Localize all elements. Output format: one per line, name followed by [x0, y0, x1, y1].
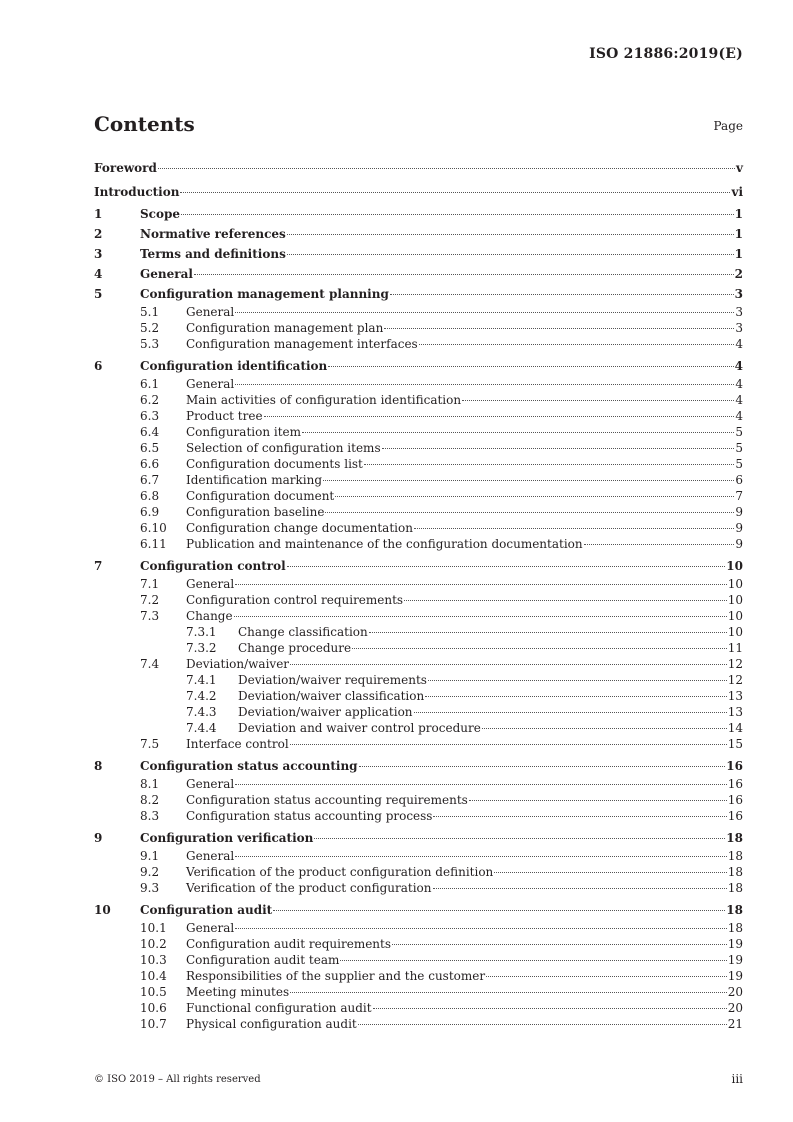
- toc-entry-number: 8.2: [140, 793, 160, 807]
- toc-entry-number: 6.1: [140, 377, 160, 391]
- toc-entry-page: 1: [734, 207, 743, 221]
- dot-leader: [482, 728, 727, 729]
- toc-entry-number: 5.1: [140, 305, 160, 319]
- toc-entry-number: 3: [94, 247, 103, 261]
- toc-entry[interactable]: [94, 672, 743, 688]
- toc-entry-title: Configuration baseline: [186, 505, 325, 519]
- toc-entry[interactable]: [94, 900, 743, 920]
- toc-entry-page: 3: [734, 287, 743, 301]
- toc-entry-title: Deviation/waiver requirements: [238, 673, 427, 687]
- dot-leader: [290, 744, 727, 745]
- toc-entry-page: 4: [735, 337, 743, 351]
- dot-leader: [382, 448, 735, 449]
- contents-title: Contents: [94, 112, 195, 136]
- dot-leader: [414, 528, 734, 529]
- toc-entry-title: Verification of the product configuration: [186, 881, 432, 895]
- dot-leader: [264, 416, 735, 417]
- toc-entry-title: Configuration management interfaces: [186, 337, 418, 351]
- dot-leader: [428, 680, 727, 681]
- toc-entry[interactable]: [94, 204, 743, 224]
- toc-entry[interactable]: [94, 556, 743, 576]
- toc-entry-number: 7.2: [140, 593, 160, 607]
- toc-entry-number: 6.4: [140, 425, 160, 439]
- toc-entry-page: 14: [727, 721, 743, 735]
- dot-leader: [433, 888, 727, 889]
- dot-leader: [359, 766, 726, 767]
- toc-entry[interactable]: [94, 704, 743, 720]
- dot-leader: [419, 344, 735, 345]
- toc-entry[interactable]: [94, 776, 743, 792]
- toc-entry-page: 18: [727, 849, 743, 863]
- dot-leader: [235, 784, 726, 785]
- toc-entry-number: 9.3: [140, 881, 160, 895]
- toc-entry-title: Change procedure: [238, 641, 352, 655]
- toc-entry-title: Scope: [140, 207, 181, 221]
- toc-entry[interactable]: [94, 1000, 743, 1016]
- toc-entry-number: 10.2: [140, 937, 167, 951]
- toc-entry-number: 4: [94, 267, 103, 281]
- dot-leader: [433, 816, 726, 817]
- toc-entry[interactable]: [94, 304, 743, 320]
- toc-entry-title: Configuration document: [186, 489, 335, 503]
- toc-entry[interactable]: [94, 244, 743, 264]
- dot-leader: [180, 192, 730, 193]
- standard-id: ISO 21886:2019(E): [589, 46, 743, 62]
- toc-entry-number: 10.3: [140, 953, 167, 967]
- toc-entry-title: Deviation/waiver classification: [238, 689, 425, 703]
- toc-entry-title: Configuration change documentation: [186, 521, 413, 535]
- toc-entry-number: 6.7: [140, 473, 160, 487]
- toc-entry[interactable]: [94, 968, 743, 984]
- toc-entry-number: 10.1: [140, 921, 167, 935]
- dot-leader: [287, 254, 734, 255]
- toc-entry[interactable]: [94, 408, 743, 424]
- toc-entry[interactable]: [94, 376, 743, 392]
- toc-entry-page: 18: [727, 881, 743, 895]
- toc-entry-page: 16: [727, 809, 743, 823]
- toc-entry-number: 8: [94, 759, 103, 773]
- toc-entry-page: 20: [727, 1001, 743, 1015]
- dot-leader: [158, 168, 735, 169]
- toc-entry-number: 9.1: [140, 849, 160, 863]
- toc-entry-title: Verification of the product configuration definition: [186, 865, 494, 879]
- toc-entry-title: General: [186, 305, 235, 319]
- toc-entry-title: Configuration management plan: [186, 321, 384, 335]
- toc-entry-title: Deviation and waiver control procedure: [238, 721, 481, 735]
- dot-leader: [486, 976, 727, 977]
- toc-entry[interactable]: [94, 920, 743, 936]
- toc-entry[interactable]: [94, 456, 743, 472]
- toc-entry[interactable]: [94, 181, 743, 205]
- toc-entry-page: 12: [727, 673, 743, 687]
- toc-entry[interactable]: [94, 720, 743, 736]
- toc-entry-title: Configuration management planning: [140, 287, 389, 301]
- toc-entry-title: Selection of configuration items: [186, 441, 381, 455]
- toc-entry-page: vi: [731, 184, 743, 199]
- toc-entry-page: 15: [727, 737, 743, 751]
- toc-entry-number: 7.4.1: [186, 673, 217, 687]
- dot-leader: [364, 464, 734, 465]
- toc-entry-title: General: [186, 849, 235, 863]
- toc-entry-page: 5: [735, 425, 743, 439]
- toc-entry[interactable]: [94, 440, 743, 456]
- toc-entry-page: 16: [727, 777, 743, 791]
- toc-entry-number: 6.11: [140, 537, 167, 551]
- toc-entry[interactable]: [94, 864, 743, 880]
- toc-entry-number: 7.3: [140, 609, 160, 623]
- toc-entry-title: Product tree: [186, 409, 263, 423]
- toc-entry-number: 7.5: [140, 737, 160, 751]
- toc-entry-page: 19: [727, 937, 743, 951]
- toc-entry-page: v: [736, 161, 743, 175]
- toc-entry-page: 4: [735, 393, 743, 407]
- dot-leader: [235, 928, 726, 929]
- toc-entry-title: Deviation/waiver: [186, 657, 290, 671]
- toc-entry-page: 9: [735, 521, 743, 535]
- dot-leader: [287, 234, 734, 235]
- toc-entry-number: 7.4.3: [186, 705, 217, 719]
- toc-entry-number: 10.5: [140, 985, 167, 999]
- toc-entry-number: 7.4.2: [186, 689, 217, 703]
- toc-entry-title: Terms and definitions: [140, 247, 286, 261]
- toc-entry[interactable]: [94, 792, 743, 808]
- toc-entry-number: 8.1: [140, 777, 160, 791]
- toc-entry[interactable]: [94, 880, 743, 896]
- toc-entry-page: 1: [734, 247, 743, 261]
- toc-entry-number: 6.10: [140, 521, 167, 535]
- dot-leader: [234, 616, 727, 617]
- toc-entry-number: 7.4.4: [186, 721, 217, 735]
- toc-entry-number: 9: [94, 831, 103, 845]
- toc-entry[interactable]: [94, 736, 743, 752]
- toc-entry-title: General: [186, 377, 235, 391]
- dot-leader: [414, 712, 727, 713]
- dot-leader: [302, 432, 734, 433]
- toc-entry-page: 12: [727, 657, 743, 671]
- toc-entry-number: 8.3: [140, 809, 160, 823]
- toc-entry-page: 5: [735, 457, 743, 471]
- toc-entry-page: 10: [727, 609, 743, 623]
- toc-entry-title: General: [186, 777, 235, 791]
- toc-entry-page: 16: [726, 759, 743, 773]
- toc-entry-page: 9: [735, 505, 743, 519]
- toc-entry-title: Configuration control requirements: [186, 593, 404, 607]
- dot-leader: [287, 566, 726, 567]
- toc-entry-number: 7.3.2: [186, 641, 217, 655]
- toc-entry-number: 9.2: [140, 865, 160, 879]
- toc-entry-number: 6.8: [140, 489, 160, 503]
- dot-leader: [390, 294, 734, 295]
- toc-entry-number: 5.3: [140, 337, 160, 351]
- toc-entry-page: 4: [735, 409, 743, 423]
- dot-leader: [404, 600, 727, 601]
- dot-leader: [235, 384, 734, 385]
- toc-entry-title: Configuration status accounting requirements: [186, 793, 468, 807]
- footer-page-number: iii: [731, 1072, 743, 1086]
- toc-entry-title: Configuration status accounting: [140, 759, 358, 773]
- toc-entry[interactable]: [94, 264, 743, 284]
- dot-leader: [290, 664, 727, 665]
- toc-entry-page: 2: [734, 267, 743, 281]
- toc-entry-number: 1: [94, 207, 103, 221]
- toc-entry-page: 4: [734, 359, 743, 373]
- toc-entry[interactable]: [94, 504, 743, 520]
- toc-entry-page: 1: [734, 227, 743, 241]
- toc-entry-number: 6.9: [140, 505, 160, 519]
- toc-entry-title: Meeting minutes: [186, 985, 290, 999]
- dot-leader: [425, 696, 727, 697]
- toc-entry-page: 16: [727, 793, 743, 807]
- toc-entry[interactable]: [94, 576, 743, 592]
- toc-entry-number: 10.6: [140, 1001, 167, 1015]
- toc-entry[interactable]: [94, 608, 743, 624]
- toc-entry-title: General: [186, 577, 235, 591]
- toc-entry[interactable]: [94, 936, 743, 952]
- toc-entry-page: 18: [726, 903, 743, 917]
- dot-leader: [335, 496, 734, 497]
- toc-entry-number: 2: [94, 227, 103, 241]
- toc-entry-number: 6.5: [140, 441, 160, 455]
- toc-entry-number: 6.2: [140, 393, 160, 407]
- dot-leader: [352, 648, 727, 649]
- toc-entry[interactable]: [94, 488, 743, 504]
- toc-entry-title: Configuration status accounting process: [186, 809, 433, 823]
- dot-leader: [235, 856, 726, 857]
- toc-entry[interactable]: [94, 320, 743, 336]
- toc-entry-page: 5: [735, 441, 743, 455]
- toc-entry-number: 10: [94, 903, 111, 917]
- toc-entry[interactable]: [94, 656, 743, 672]
- toc-entry[interactable]: [94, 472, 743, 488]
- dot-leader: [462, 400, 734, 401]
- toc-entry-page: 11: [727, 641, 743, 655]
- toc-entry-title: Publication and maintenance of the configuration documentation: [186, 537, 583, 551]
- toc-entry-page: 3: [735, 305, 743, 319]
- toc-entry-number: 7: [94, 559, 103, 573]
- footer-copyright: © ISO 2019 – All rights reserved: [94, 1074, 261, 1085]
- dot-leader: [290, 992, 727, 993]
- toc-entry[interactable]: [94, 1016, 743, 1032]
- toc-entry-title: Configuration audit team: [186, 953, 340, 967]
- toc-entry-title: General: [140, 267, 193, 281]
- toc-entry-title: Configuration identification: [140, 359, 328, 373]
- toc-entry-page: 6: [735, 473, 743, 487]
- toc-entry-number: 7.4: [140, 657, 160, 671]
- toc-entry[interactable]: [94, 356, 743, 376]
- dot-leader: [373, 1008, 727, 1009]
- toc-entry[interactable]: [94, 284, 743, 304]
- toc-entry[interactable]: [94, 808, 743, 824]
- toc-entry-title: Main activities of configuration identification: [186, 393, 462, 407]
- toc-entry-page: 10: [727, 625, 743, 639]
- toc-entry[interactable]: [94, 224, 743, 244]
- toc-entry[interactable]: [94, 592, 743, 608]
- toc-entry-page: 13: [727, 705, 743, 719]
- toc-entry-number: 7.1: [140, 577, 160, 591]
- toc-entry[interactable]: [94, 640, 743, 656]
- dot-leader: [392, 944, 727, 945]
- toc-entry-page: 7: [735, 489, 743, 503]
- toc-entry-title: Configuration audit requirements: [186, 937, 392, 951]
- toc-entry-title: Normative references: [140, 227, 286, 241]
- toc-entry-title: Introduction: [94, 184, 180, 199]
- dot-leader: [325, 512, 734, 513]
- toc-entry-page: 19: [727, 953, 743, 967]
- dot-leader: [314, 838, 725, 839]
- toc-entry-title: General: [186, 921, 235, 935]
- toc-entry[interactable]: [94, 157, 743, 181]
- toc-entry[interactable]: [94, 848, 743, 864]
- toc-entry-page: 18: [726, 831, 743, 845]
- toc-entry-number: 6: [94, 359, 103, 373]
- table-of-contents: [94, 157, 743, 1032]
- toc-entry-page: 20: [727, 985, 743, 999]
- dot-leader: [181, 214, 734, 215]
- toc-entry[interactable]: [94, 828, 743, 848]
- toc-entry[interactable]: [94, 336, 743, 352]
- dot-leader: [194, 274, 734, 275]
- toc-entry-title: Configuration control: [140, 559, 286, 573]
- toc-entry-title: Deviation/waiver application: [238, 705, 413, 719]
- toc-entry-title: Identification marking: [186, 473, 323, 487]
- toc-entry-page: 10: [727, 577, 743, 591]
- toc-entry-page: 3: [735, 321, 743, 335]
- dot-leader: [369, 632, 727, 633]
- toc-entry-page: 18: [727, 865, 743, 879]
- toc-entry-number: 6.3: [140, 409, 160, 423]
- dot-leader: [235, 312, 734, 313]
- dot-leader: [328, 366, 733, 367]
- toc-entry[interactable]: [94, 688, 743, 704]
- toc-entry[interactable]: [94, 424, 743, 440]
- toc-entry-title: Responsibilities of the supplier and the customer: [186, 969, 486, 983]
- toc-entry-page: 4: [735, 377, 743, 391]
- toc-entry[interactable]: [94, 756, 743, 776]
- dot-leader: [494, 872, 726, 873]
- toc-entry-number: 5: [94, 287, 103, 301]
- toc-entry-page: 19: [727, 969, 743, 983]
- toc-entry-number: 10.4: [140, 969, 167, 983]
- toc-entry[interactable]: [94, 952, 743, 968]
- toc-entry-title: Configuration verification: [140, 831, 314, 845]
- toc-entry[interactable]: [94, 536, 743, 552]
- toc-entry-title: Configuration audit: [140, 903, 273, 917]
- toc-entry-number: 6.6: [140, 457, 160, 471]
- toc-entry[interactable]: [94, 520, 743, 536]
- dot-leader: [323, 480, 734, 481]
- toc-entry-title: Change classification: [238, 625, 368, 639]
- toc-entry[interactable]: [94, 984, 743, 1000]
- toc-entry-title: Configuration documents list: [186, 457, 363, 471]
- dot-leader: [384, 328, 734, 329]
- toc-entry-number: 5.2: [140, 321, 160, 335]
- toc-entry-title: Interface control: [186, 737, 289, 751]
- toc-entry-title: Configuration item: [186, 425, 302, 439]
- toc-entry-title: Change: [186, 609, 233, 623]
- toc-entry-number: 10.7: [140, 1017, 167, 1031]
- toc-entry-page: 18: [727, 921, 743, 935]
- dot-leader: [584, 544, 735, 545]
- dot-leader: [273, 910, 725, 911]
- toc-entry-page: 9: [735, 537, 743, 551]
- dot-leader: [469, 800, 727, 801]
- toc-entry-page: 13: [727, 689, 743, 703]
- toc-entry-title: Physical configuration audit: [186, 1017, 357, 1031]
- toc-entry-title: Foreword: [94, 161, 157, 175]
- toc-entry-number: 7.3.1: [186, 625, 217, 639]
- toc-entry[interactable]: [94, 392, 743, 408]
- dot-leader: [235, 584, 726, 585]
- toc-entry-page: 21: [727, 1017, 743, 1031]
- dot-leader: [340, 960, 726, 961]
- toc-entry-title: Functional configuration audit: [186, 1001, 372, 1015]
- toc-entry-page: 10: [726, 559, 743, 573]
- page-column-label: Page: [713, 119, 743, 133]
- toc-entry-page: 10: [727, 593, 743, 607]
- toc-entry[interactable]: [94, 624, 743, 640]
- dot-leader: [358, 1024, 727, 1025]
